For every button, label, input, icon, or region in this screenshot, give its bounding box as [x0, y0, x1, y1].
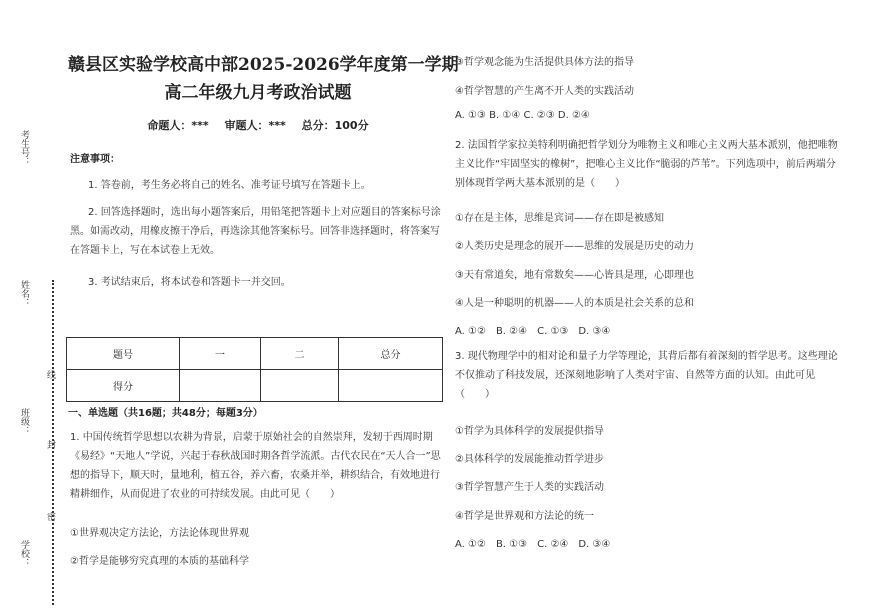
seal-char-feng: 封 — [45, 440, 55, 449]
score-cell-total[interactable] — [339, 370, 443, 402]
question-1-option-4: ④哲学智慧的产生离不开人类的实践活动 — [455, 86, 634, 97]
question-3-option-1: ①哲学为具体科学的发展提供指导 — [455, 426, 604, 437]
question-3-option-4: ④哲学是世界观和方法论的统一 — [455, 511, 594, 522]
question-3-option-3: ③哲学智慧产生于人类的实践活动 — [455, 482, 604, 493]
question-2-option-4: ④人是一种聪明的机器——人的本质是社会关系的总和 — [455, 298, 694, 309]
total-score: 总分：100分 — [301, 119, 369, 132]
school-label: 学校： — [19, 540, 29, 567]
question-3-choices: A. ①② B. ①③ C. ②④ D. ③④ — [455, 539, 611, 550]
notice-heading: 注意事项： — [70, 154, 120, 165]
notice-item-2: 2. 回答选择题时，选出每小题答案后，用铅笔把答题卡上对应题目的答案标号涂黑。如需改动，用橡皮擦干净后，再选涂其他答案标号。回答非选择题时，将答案写在答题卡上，写在本试卷上无效。 — [70, 207, 441, 256]
score-header-2: 二 — [261, 338, 339, 370]
seal-char-mi: 密 — [45, 512, 55, 521]
question-1-option-3: ③哲学观念能为生活提供具体方法的指导 — [455, 57, 634, 68]
question-2-option-2: ②人类历史是理念的展开——思维的发展是历史的动力 — [455, 241, 694, 252]
question-1-choices: A. ①③ B. ①④ C. ②③ D. ②④ — [455, 110, 590, 121]
notice-item-3: 3. 考试结束后，将本试卷和答题卡一并交回。 — [88, 277, 291, 288]
notice-item-1: 1. 答卷前，考生务必将自己的姓名、准考证号填写在答题卡上。 — [88, 180, 371, 191]
class-label: 班级： — [19, 408, 29, 435]
question-2-option-3: ③天有常道矣，地有常数矣——心皆具是理，心即理也 — [455, 270, 694, 281]
question-1-stem: 1. 中国传统哲学思想以农耕为背景，启蒙于原始社会的自然崇拜，发轫于西周时期《易经》“天地人”学说，兴起于春秋战国时期各哲学流派。古代农民在“天人合一”思想的指导下，顺天时，量地利，植五谷，养六畜，农桑并举，耕织结合，有效地进行精耕细作，从而促进了农业的可持续发展。由此可见（ ） — [70, 432, 441, 500]
seal-dotted-line — [52, 280, 54, 605]
exam-no-label: 考生号： — [19, 130, 29, 166]
question-1-option-1: ①世界观决定方法论，方法论体现世界观 — [70, 528, 249, 539]
score-row-label: 得分 — [67, 370, 180, 402]
question-2-option-1: ①存在是主体，思维是宾词——存在即是被感知 — [455, 213, 664, 224]
score-cell-1[interactable] — [180, 370, 261, 402]
name-label: 姓名： — [19, 280, 29, 307]
question-1-option-2: ②哲学是能够穷究真理的本质的基础科学 — [70, 556, 249, 567]
seal-char-xian: 线 — [45, 370, 55, 379]
setter: 命题人：*** — [147, 119, 209, 132]
section-heading: 一、单选题（共16题；共48分；每题3分） — [68, 408, 263, 419]
exam-title-line1: 赣县区实验学校高中部2025-2026学年度第一学期 — [68, 55, 459, 75]
score-table — [66, 337, 443, 402]
question-2-choices: A. ①② B. ②④ C. ①③ D. ③④ — [455, 326, 611, 337]
exam-authors — [68, 117, 448, 133]
score-header-1: 一 — [180, 338, 261, 370]
score-header-no: 题号 — [67, 338, 180, 370]
question-3-stem: 3. 现代物理学中的相对论和量子力学等理论，其背后都有着深刻的哲学思考。这些理论不仅推动了科技发展，还深刻地影响了人类对宇宙、自然等方面的认知。由此可见（ ） — [455, 351, 838, 400]
reviewer: 审题人：*** — [224, 119, 286, 132]
question-2-stem: 2. 法国哲学家拉美特利明确把哲学划分为唯物主义和唯心主义两大基本派别，他把唯物主义比作“牢固坚实的橡树”，把唯心主义比作“脆弱的芦苇”。下列选项中，前后两端分别体现哲学两大基本派别的是（ ） — [455, 140, 838, 189]
score-header-total: 总分 — [339, 338, 443, 370]
score-cell-2[interactable] — [261, 370, 339, 402]
question-3-option-2: ②具体科学的发展能推动哲学进步 — [455, 454, 604, 465]
exam-title-line2: 高二年级九月考政治试题 — [164, 83, 352, 103]
binding-margin — [0, 0, 60, 615]
